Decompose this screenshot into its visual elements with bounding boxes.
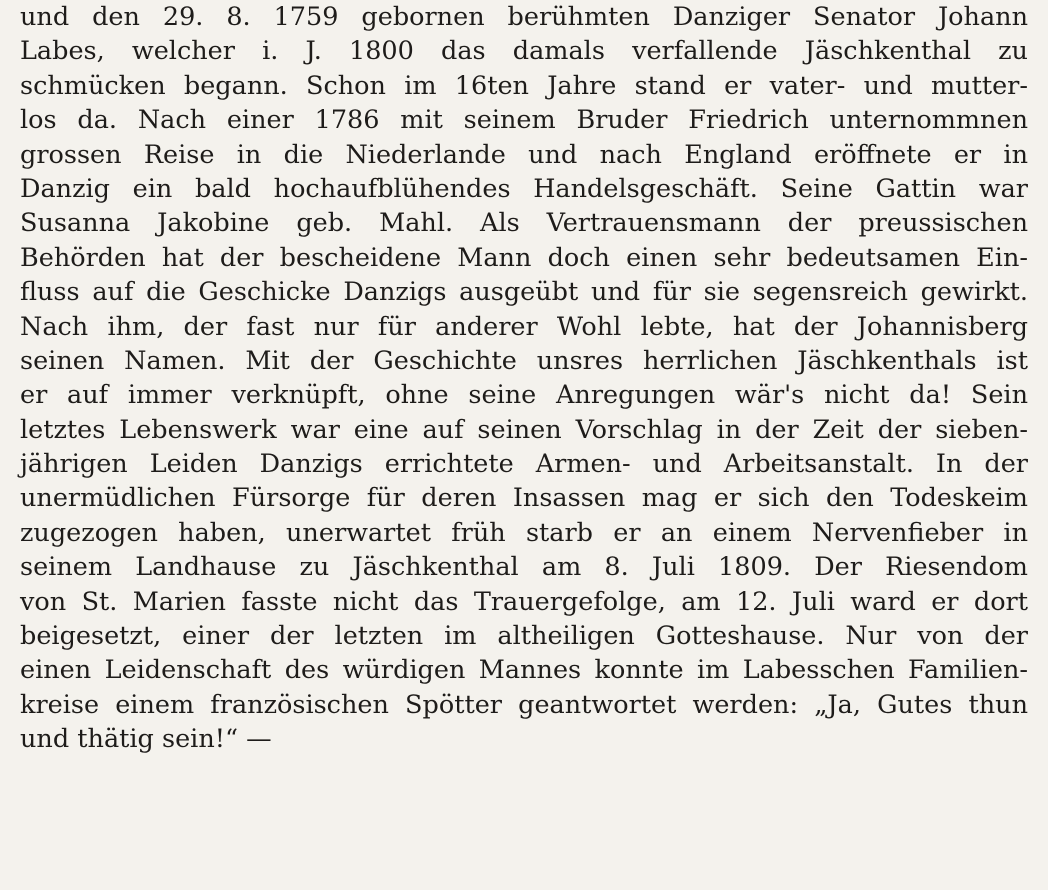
text-line: jährigen Leiden Danzigs errichtete Armen- und Arbeitsanstalt. In der — [20, 449, 1028, 480]
text-line: schmücken begann. Schon im 16ten Jahre stand er vater- und mutter- — [20, 70, 1028, 101]
text-line: seinem Landhause zu Jäschkenthal am 8. Juli 1809. Der Riesendom — [20, 552, 1028, 583]
text-line-last: und thätig sein!“ — — [20, 724, 272, 755]
text-line: Behörden hat der bescheidene Mann doch einen sehr bedeutsamen Ein- — [20, 242, 1028, 273]
text-line: unermüdlichen Fürsorge für deren Insassen mag er sich den Todeskeim — [20, 483, 1028, 514]
text-line: fluss auf die Geschicke Danzigs ausgeübt und für sie segensreich gewirkt. — [20, 277, 1028, 308]
text-line: zugezogen haben, unerwartet früh starb er an einem Nervenfieber in — [20, 517, 1028, 548]
text-line: einen Leidenschaft des würdigen Mannes konnte im Labesschen Familien- — [20, 655, 1028, 686]
text-line: letztes Lebenswerk war eine auf seinen Vorschlag in der Zeit der sieben- — [20, 414, 1028, 445]
text-line: Nach ihm, der fast nur für anderer Wohl lebte, hat der Johannisberg — [20, 311, 1028, 342]
text-line: los da. Nach einer 1786 mit seinem Bruder Friedrich unternommnen — [20, 105, 1028, 136]
text-line: Labes, welcher i. J. 1800 das damals verfallende Jäschkenthal zu — [20, 36, 1028, 67]
text-line: beigesetzt, einer der letzten im altheiligen Gotteshause. Nur von der — [20, 621, 1028, 652]
text-line: er auf immer verknüpft, ohne seine Anregungen wär's nicht da! Sein — [20, 380, 1028, 411]
text-line: Susanna Jakobine geb. Mahl. Als Vertrauensmann der preussischen — [20, 208, 1028, 239]
text-line: grossen Reise in die Niederlande und nach England eröffnete er in — [20, 139, 1028, 170]
text-line: Danzig ein bald hochaufblühendes Handelsgeschäft. Seine Gattin war — [20, 173, 1028, 204]
text-line: von St. Marien fasste nicht das Trauergefolge, am 12. Juli ward er dort — [20, 586, 1028, 617]
body-paragraph — [20, 0, 1028, 757]
text-line: kreise einem französischen Spötter geantwortet werden: „Ja, Gutes thun — [20, 689, 1028, 720]
text-line: und den 29. 8. 1759 gebornen berühmten Danziger Senator Johann — [20, 2, 1028, 32]
text-line: seinen Namen. Mit der Geschichte unsres herrlichen Jäschkenthals ist — [20, 345, 1028, 376]
